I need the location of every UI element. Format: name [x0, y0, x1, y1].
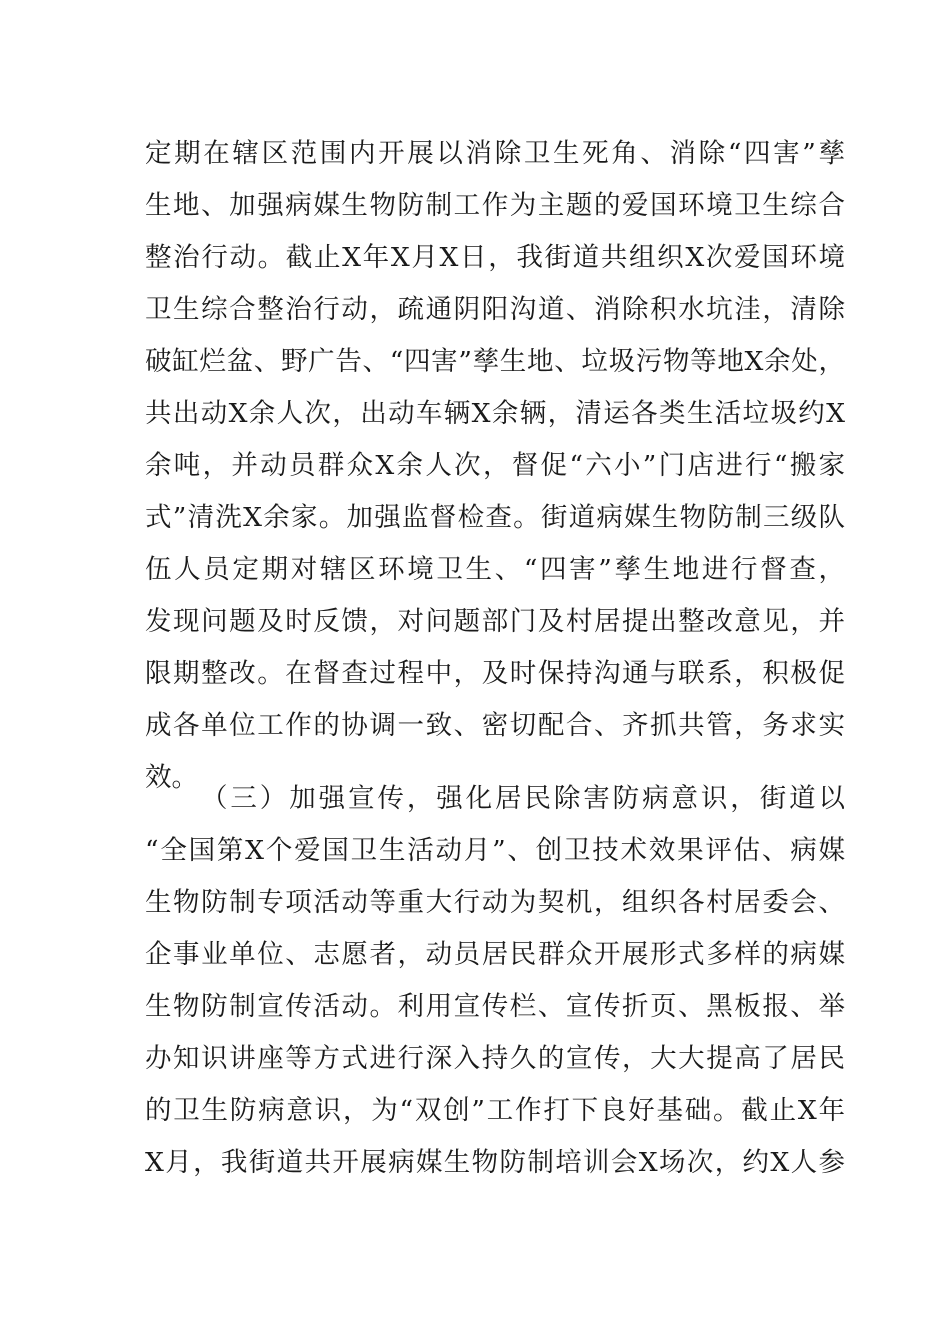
paragraph-publicity — [145, 773, 845, 1189]
text-line: 生物防制宣传活动。利用宣传栏、宣传折页、黑板报、举 — [145, 991, 845, 1022]
text-line: 生地、加强病媒生物防制工作为主题的爱国环境卫生综合 — [145, 190, 845, 221]
text-line: 共出动X余人次，出动车辆X余辆，清运各类生活垃圾约X — [145, 398, 845, 429]
text-line: 卫生综合整治行动，疏通阴阳沟道、消除积水坑洼，清除 — [145, 294, 845, 325]
text-line: 成各单位工作的协调一致、密切配合、齐抓共管，务求实 — [145, 710, 845, 741]
text-line: 发现问题及时反馈，对问题部门及村居提出整改意见，并 — [145, 606, 845, 637]
text-line: 生物防制专项活动等重大行动为契机，组织各村居委会、 — [145, 887, 845, 918]
text-line-indented: （三）加强宣传，强化居民除害防病意识，街道以 — [201, 783, 845, 814]
text-line: 效。 — [145, 762, 198, 793]
text-line: 余吨，并动员群众X余人次，督促“六小”门店进行“搬家 — [145, 450, 845, 481]
paragraph-sanitation-campaign — [145, 128, 845, 804]
text-line: 伍人员定期对辖区环境卫生、“四害”孳生地进行督查， — [145, 554, 845, 585]
text-line: “全国第X个爱国卫生活动月”、创卫技术效果评估、病媒 — [145, 835, 845, 866]
text-line: 的卫生防病意识，为“双创”工作打下良好基础。截止X年 — [145, 1095, 845, 1126]
text-line: X月，我街道共开展病媒生物防制培训会X场次，约X人参 — [145, 1147, 845, 1178]
text-line: 办知识讲座等方式进行深入持久的宣传，大大提高了居民 — [145, 1043, 845, 1074]
text-line: 限期整改。在督查过程中，及时保持沟通与联系，积极促 — [145, 658, 845, 689]
text-line: 式”清洗X余家。加强监督检查。街道病媒生物防制三级队 — [145, 502, 845, 533]
text-line: 整治行动。截止X年X月X日，我街道共组织X次爱国环境 — [145, 242, 845, 273]
text-line: 企事业单位、志愿者，动员居民群众开展形式多样的病媒 — [145, 939, 845, 970]
text-line: 破缸烂盆、野广告、“四害”孳生地、垃圾污物等地X余处， — [145, 346, 845, 377]
text-line: 定期在辖区范围内开展以消除卫生死角、消除“四害”孳 — [145, 138, 845, 169]
